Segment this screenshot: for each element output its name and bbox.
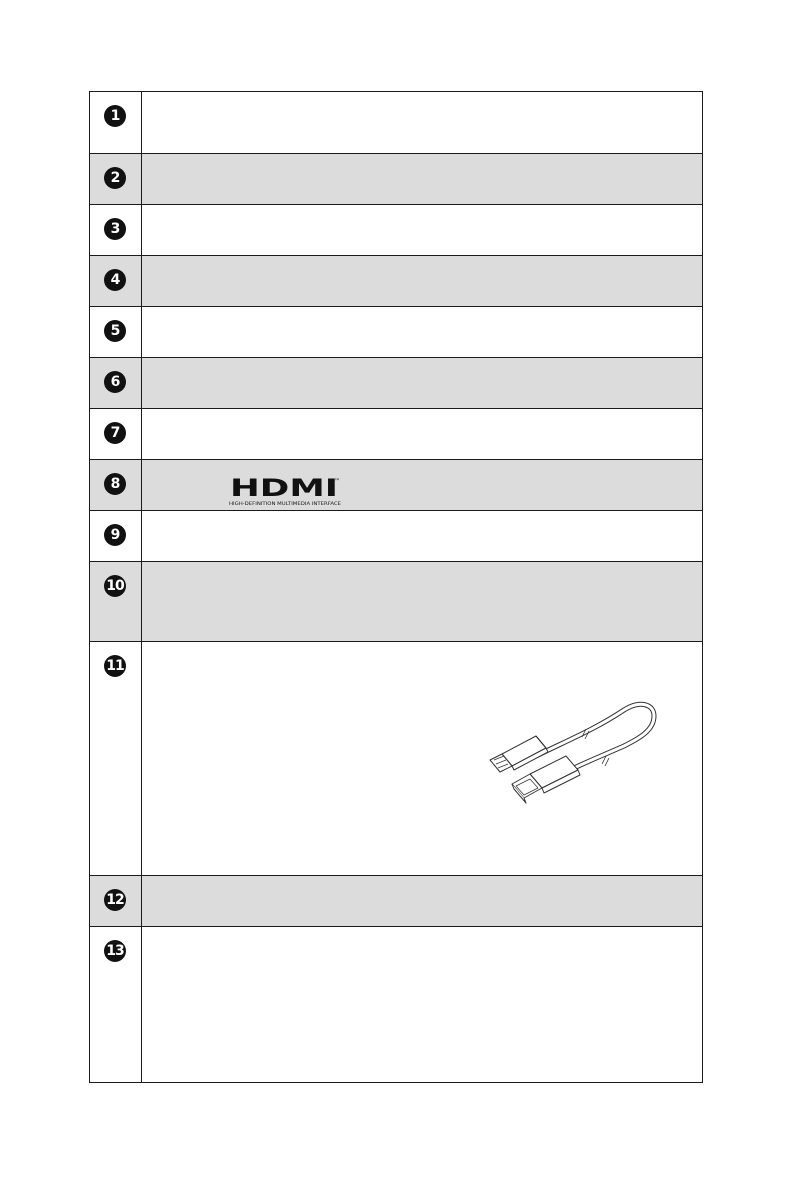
table-row [90, 562, 703, 642]
row-description [142, 92, 703, 154]
hdmi-logo [222, 474, 342, 508]
row-description [142, 409, 703, 460]
table-row [90, 409, 703, 460]
usb-cable-illustration [474, 690, 664, 810]
table-row [90, 642, 703, 876]
row-description [142, 256, 703, 307]
row-number-badge: 10 [104, 575, 126, 597]
port-legend-table [89, 91, 703, 1083]
hdmi-trademark: ™ [334, 478, 340, 485]
table-row [90, 927, 703, 1083]
row-description [142, 205, 703, 256]
table-row [90, 511, 703, 562]
hdmi-tagline: HIGH-DEFINITION MULTIMEDIA INTERFACE [229, 502, 324, 507]
row-number-badge: 4 [104, 269, 126, 291]
row-description [142, 927, 703, 1083]
row-description [142, 876, 703, 927]
table-row [90, 307, 703, 358]
row-number-badge: 7 [104, 422, 126, 444]
table-row [90, 205, 703, 256]
row-number-badge: 2 [104, 167, 126, 189]
row-description [142, 154, 703, 205]
row-description [142, 562, 703, 642]
row-description [142, 511, 703, 562]
row-number-badge: 6 [104, 371, 126, 393]
row-description [142, 642, 703, 876]
row-description [142, 358, 703, 409]
row-description [142, 460, 703, 511]
hdmi-wordmark: HDMI [230, 474, 338, 502]
table-row [90, 876, 703, 927]
row-number-badge: 11 [104, 655, 126, 677]
table-row [90, 256, 703, 307]
row-number-badge: 3 [104, 218, 126, 240]
row-description [142, 307, 703, 358]
table-row [90, 460, 703, 511]
table-row [90, 92, 703, 154]
table-row [90, 154, 703, 205]
row-number-badge: 8 [104, 473, 126, 495]
row-number-badge: 9 [104, 524, 126, 546]
table-row [90, 358, 703, 409]
row-number-badge: 5 [104, 320, 126, 342]
row-number-badge: 12 [104, 889, 126, 911]
row-number-badge: 13 [104, 940, 126, 962]
row-number-badge: 1 [104, 105, 126, 127]
